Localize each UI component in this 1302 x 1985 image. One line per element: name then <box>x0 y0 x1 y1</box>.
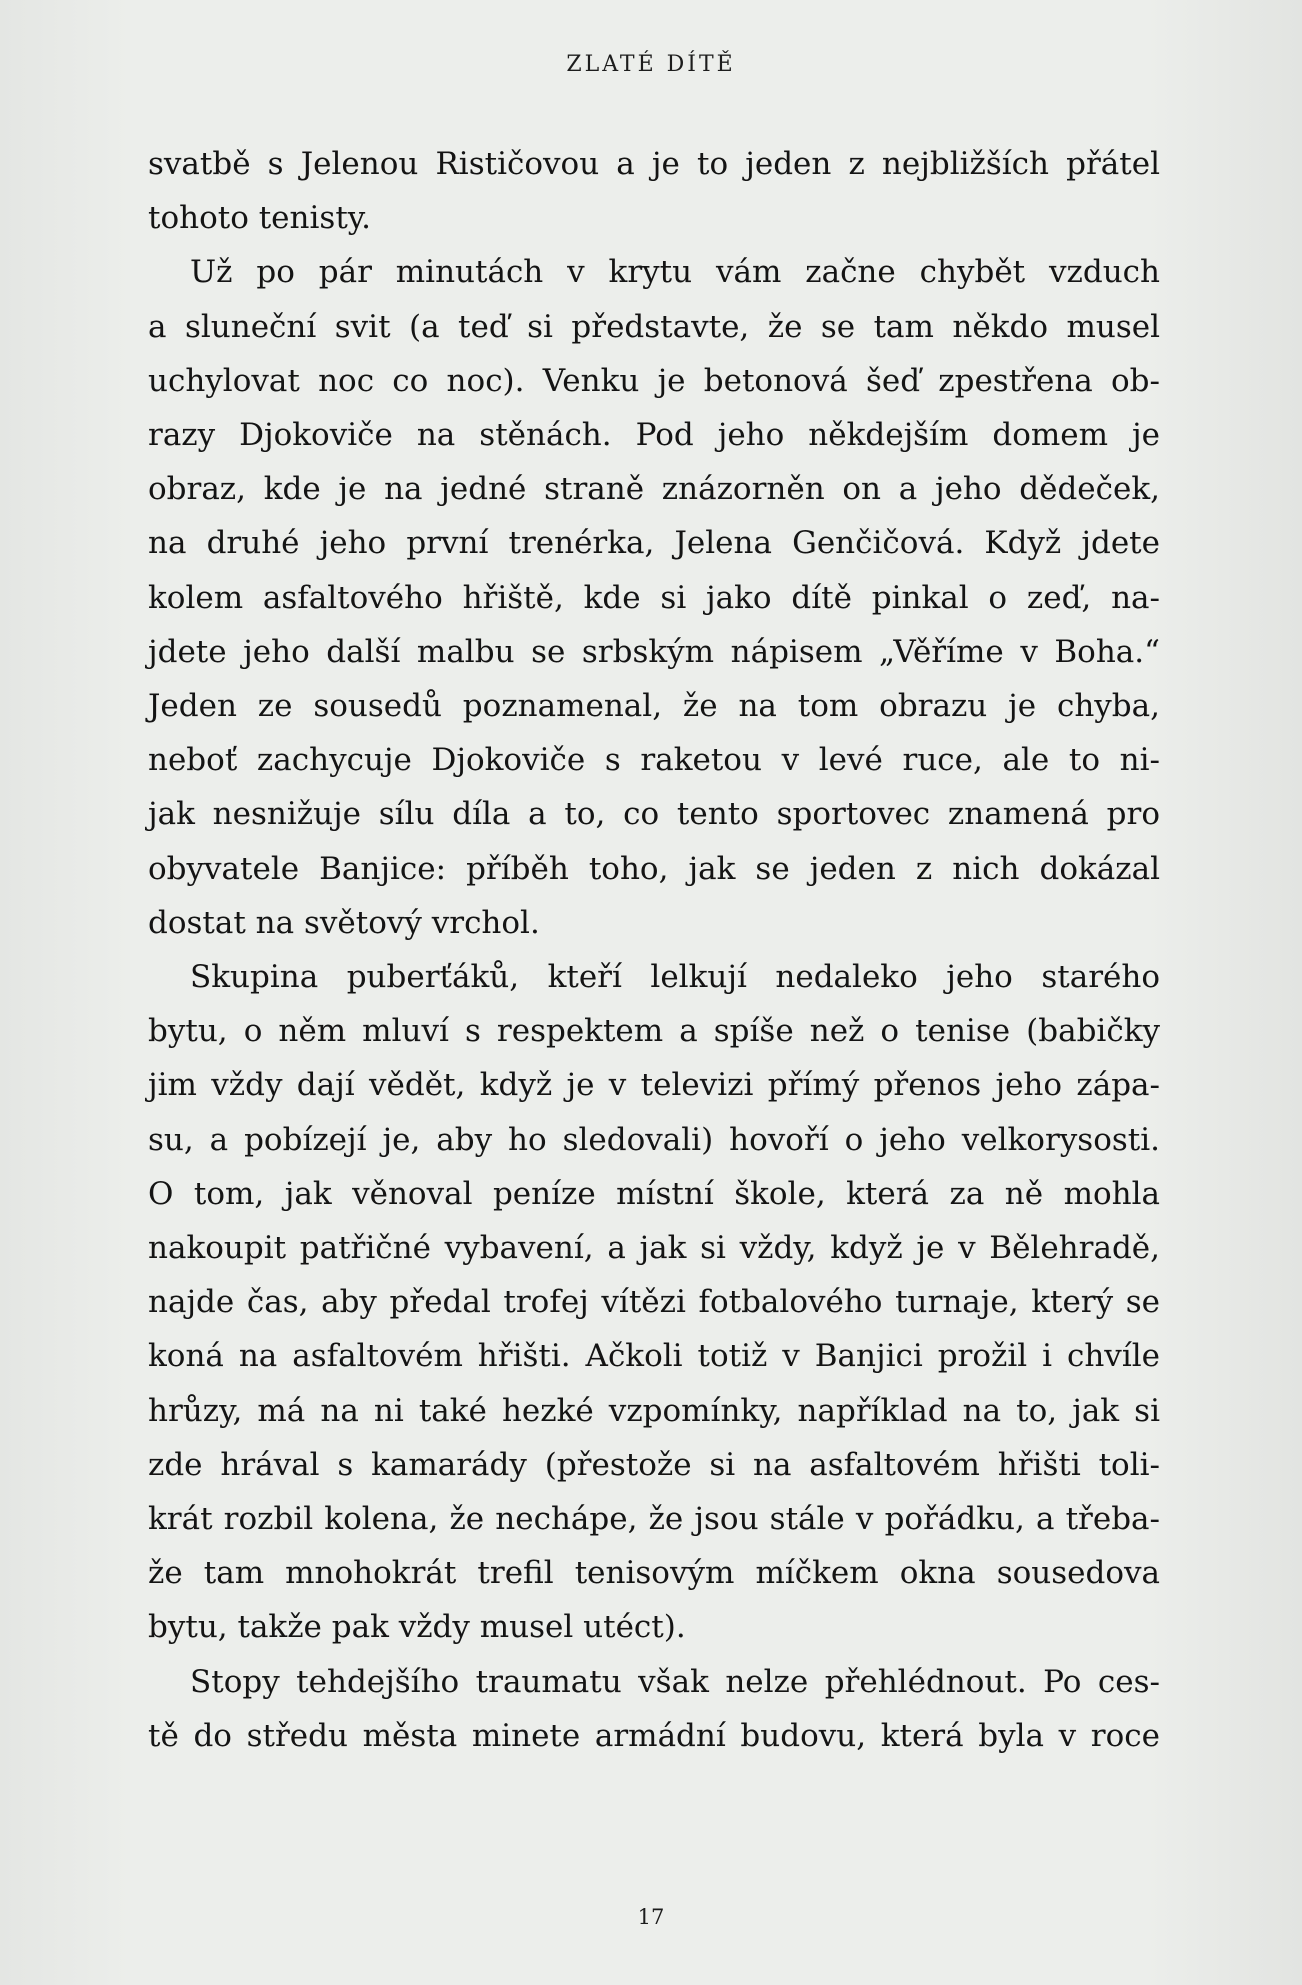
text-line: razy Djokoviče na stěnách. Pod jeho někdejším domem je <box>148 417 1160 454</box>
text-line: tohoto tenisty. <box>148 200 372 237</box>
text-line: hrůzy, má na ni také hezké vzpomínky, například na to, jak si <box>148 1392 1160 1429</box>
text-line: Už po pár minutách v krytu vám začne chybět vzduch <box>190 254 1160 291</box>
text-line: na druhé jeho první trenérka, Jelena Genčičová. Když jdete <box>148 525 1160 562</box>
body-text <box>148 137 1160 1763</box>
text-line: svatbě s Jelenou Rističovou a je to jeden z nejbližších přátel <box>148 146 1160 182</box>
text-line: su, a pobízejí je, aby ho sledovali) hovoří o jeho velkorysosti. <box>148 1121 1160 1158</box>
text-line: dostat na světový vrchol. <box>148 904 540 941</box>
text-line: jim vždy dají vědět, když je v televizi přímý přenos jeho zápa- <box>148 1067 1160 1104</box>
text-line: a sluneční svit (a teď si představte, že se tam někdo musel <box>148 308 1160 345</box>
text-line: koná na asfaltovém hřišti. Ačkoli totiž v Banjici prožil i chvíle <box>148 1338 1160 1375</box>
text-line: nakoupit patřičné vybavení, a jak si vždy, když je v Bělehradě, <box>148 1230 1160 1267</box>
text-line: zde hrával s kamarády (přestože si na asfaltovém hřišti toli- <box>148 1446 1160 1483</box>
text-line: kolem asfaltového hřiště, kde si jako dítě pinkal o zeď, na- <box>148 579 1160 616</box>
text-line: uchylovat noc co noc). Venku je betonová šeď zpestřena ob- <box>148 362 1160 399</box>
text-line: Stopy tehdejšího traumatu však nelze přehlédnout. Po ces- <box>190 1663 1160 1700</box>
text-line: jak nesnižuje sílu díla a to, co tento sportovec znamená pro <box>148 796 1160 833</box>
text-line: že tam mnohokrát trefil tenisovým míčkem okna sousedova <box>148 1555 1160 1592</box>
text-line: krát rozbil kolena, že nechápe, že jsou stále v pořádku, a třeba- <box>148 1501 1160 1538</box>
text-line: najde čas, aby předal trofej vítězi fotbalového turnaje, který se <box>148 1284 1160 1321</box>
text-line: Skupina puberťáků, kteří lelkují nedaleko jeho starého <box>190 959 1160 996</box>
text-line: jdete jeho další malbu se srbským nápisem „Věříme v Boha.“ <box>148 633 1160 670</box>
running-head-title: ZLATÉ DÍTĚ <box>566 52 736 77</box>
text-line: bytu, takže pak vždy musel utéct). <box>148 1609 686 1646</box>
text-line: bytu, o něm mluví s respektem a spíše než o tenise (babičky <box>148 1013 1160 1050</box>
text-line: neboť zachycuje Djokoviče s raketou v levé ruce, ale to ni- <box>148 742 1160 779</box>
text-line: obyvatele Banjice: příběh toho, jak se jeden z nich dokázal <box>148 850 1160 887</box>
text-line: Jeden ze sousedů poznamenal, že na tom obrazu je chyba, <box>148 688 1160 725</box>
text-line: O tom, jak věnoval peníze místní škole, která za ně mohla <box>148 1175 1160 1212</box>
page-number: 17 <box>637 1905 665 1929</box>
text-line: obraz, kde je na jedné straně znázorněn on a jeho dědeček, <box>148 471 1160 508</box>
text-line: tě do středu města minete armádní budovu, která byla v roce <box>148 1717 1160 1754</box>
